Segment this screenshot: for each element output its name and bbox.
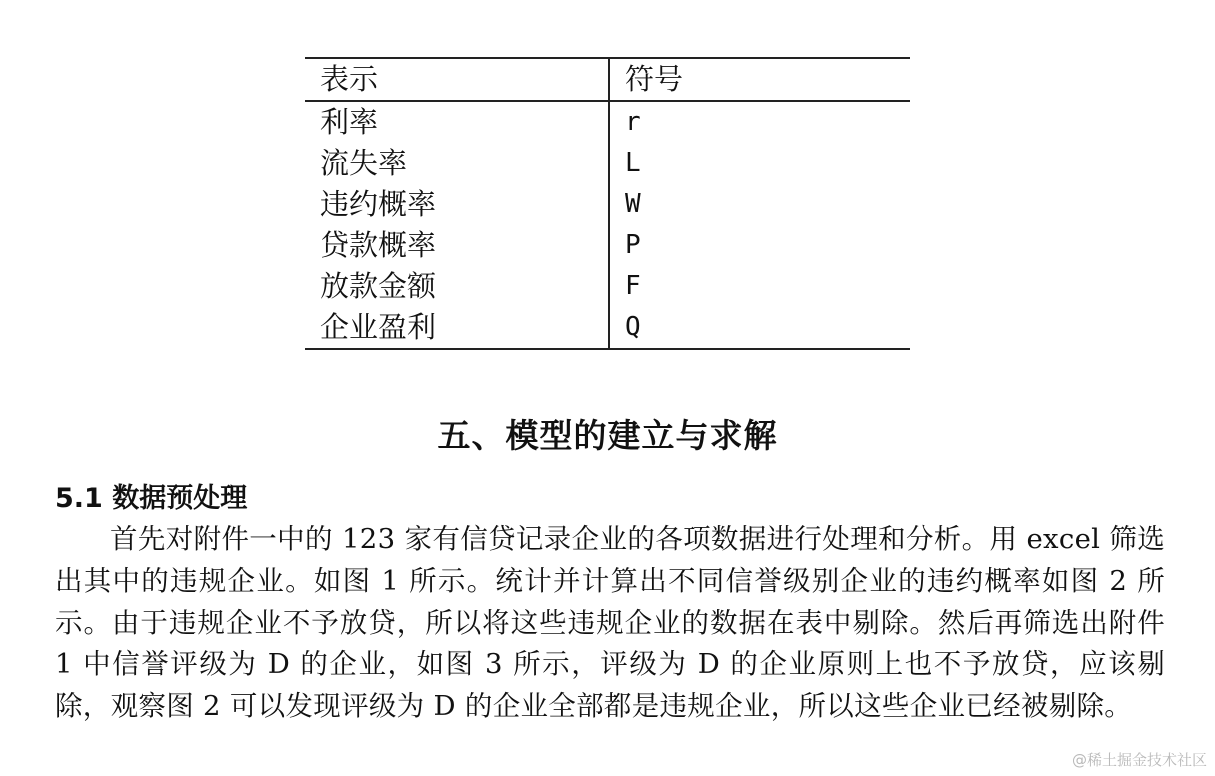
row-symbol: W [625,189,641,219]
symbol-table [305,57,910,350]
table-row [305,225,910,266]
row-meaning: 企业盈利 [305,307,609,349]
header-symbol: 符号 [609,58,910,101]
row-symbol: P [625,230,641,260]
row-symbol: L [625,148,641,178]
table-row [305,307,910,349]
row-meaning: 利率 [305,101,609,143]
row-meaning: 贷款概率 [305,225,609,266]
row-symbol: r [625,107,641,137]
table-row [305,101,910,143]
table-row [305,184,910,225]
table-header-row [305,58,910,101]
chapter-title: 五、模型的建立与求解 [437,416,778,455]
row-symbol: Q [625,312,641,342]
header-meaning: 表示 [305,58,609,101]
table-row [305,266,910,307]
row-meaning: 违约概率 [305,184,609,225]
table-row [305,143,910,184]
watermark: @稀土掘金技术社区 [1071,751,1207,769]
body-paragraph: 首先对附件一中的 123 家有信贷记录企业的各项数据进行处理和分析。用 excel 筛选出其中的违规企业。如图 1 所示。统计并计算出不同信誉级别企业的违约概率如图 2 所示。由于违规企业不予放贷，所以将这些违规企业的数据在表中剔除。然后再筛选出附件 1 中信誉评级为 D 的企业，如图 3 所示，评级为 D 的企业原则上也不予放贷，应该剔除，观察图 2 可以发现评级为 D 的企业全部都是违规企业，所以这些企业已经被剔除。 [55,523,1165,723]
row-meaning: 放款金额 [305,266,609,307]
row-symbol: F [625,271,641,301]
section-title: 5.1 数据预处理 [55,483,248,514]
row-meaning: 流失率 [305,143,609,184]
